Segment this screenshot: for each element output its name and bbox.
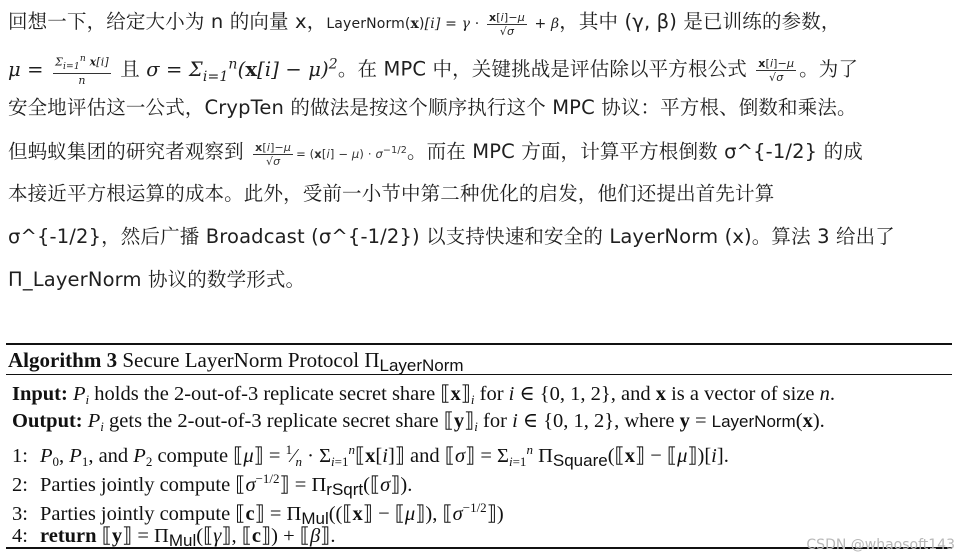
algorithm-step-2: 2: Parties jointly compute $⟦\sigma^{-1/2}⟧$ = $\Pi_{rSqrt}(⟦\sigma⟧)$. (12, 471, 413, 499)
return-keyword: return (40, 525, 97, 547)
paragraph-line-2: μ = $\frac{\Sigma_{i=1}^n x[i]}{n}$ 且 $\sigma = \Sigma_{i=1}^n(x[i] - \mu)^2$。在 MPC 中，关键挑战是评估除以平方根公式 $\frac{x[i]-\mu}{√\sigma}$ 。为了 (8, 53, 859, 87)
text-span: 。为了 (799, 57, 859, 81)
reciprocal-sqrt-formula: $\frac{x[i]-\mu}{√\sigma}$ = $(x[i] - \mu) \cdot \sigma^{-1/2}$ (255, 140, 407, 168)
algorithm-title-subscript: LayerNorm (379, 356, 464, 375)
step-number: 3: (12, 503, 28, 525)
csdn-watermark: CSDN @whaosoft143 (806, 537, 955, 553)
division-formula: $\frac{x[i]-\mu}{√\sigma}$ (758, 56, 795, 84)
explanatory-paragraph (8, 0, 958, 301)
layernorm-formula: LayerNorm(x)[i] = γ · $\frac{x[i]-\mu}{√\sigma}$ + β (326, 10, 560, 38)
sigma-formula: $\sigma = \Sigma_{i=1}^n(x[i] - \mu)^2$ (146, 56, 338, 85)
algorithm-box (6, 343, 952, 551)
paragraph-line-7: Π_LayerNorm 协议的数学形式。 (8, 268, 306, 291)
text-span: 但蚂蚁集团的研究者观察到 (8, 139, 244, 163)
text-span: 回想一下，给定大小为 n 的向量 x， (8, 10, 327, 33)
algorithm-step-3: 3: Parties jointly compute ⟦c⟧ = $\Pi_{Mul}((⟦x⟧$ − ⟦μ⟧), $⟦\sigma^{-1/2}⟧$) (12, 500, 504, 528)
mu-formula: μ = $\frac{\Sigma_{i=1}^n x[i]}{n}$ (8, 53, 109, 87)
input-label: Input: (12, 383, 68, 405)
text-span: 。而在 MPC 方面，计算平方根倒数 σ^{-1/2} 的成 (406, 139, 863, 163)
paragraph-line-3: 安全地评估这一公式，CrypTen 的做法是按这个顺序执行这个 MPC 协议：平方根、倒数和乘法。 (8, 96, 857, 119)
algorithm-title-text: Secure LayerNorm Protocol Π (122, 348, 380, 372)
step-number: 2: (12, 474, 28, 496)
algorithm-input: Input: $P_i$ holds the 2-out-of-3 replicate secret share $⟦x⟧_i$ for i ∈ {0, 1, 2}, and x is a vector of size n. (12, 383, 836, 407)
text-span: ，其中 (γ, β) 是已训练的参数， (559, 10, 841, 33)
algorithm-title (6, 345, 952, 374)
paragraph-line-1 (8, 0, 958, 43)
algorithm-step-4: 4: return ⟦y⟧ = $\Pi_{Mul}(⟦\gamma⟧$, ⟦c⟧) + ⟦β⟧. (12, 522, 952, 551)
step-number: 4: (12, 525, 28, 547)
paragraph-line-4 (8, 129, 958, 172)
paragraph-line-5: 本接近平方根运算的成本。此外，受前一小节中第二种优化的启发，他们还提出首先计算 (8, 182, 775, 205)
algorithm-label: Algorithm 3 (8, 348, 118, 372)
text-span: 。在 MPC 中，关键挑战是评估除以平方根公式 (337, 57, 747, 81)
paragraph-line-6: σ^{-1/2}，然后广播 Broadcast (σ^{-1/2}) 以支持快速和安全的 LayerNorm (x)。算法 3 给出了 (8, 225, 895, 248)
algorithm-output: Output: $P_i$ gets the 2-out-of-3 replicate secret share $⟦y⟧_i$ for i ∈ {0, 1, 2}, where y = LayerNorm(x). (12, 410, 825, 434)
step-number: 1: (12, 445, 28, 467)
algorithm-step-1: 1: $P_0$, $P_1$, and $P_2$ compute ⟦μ⟧ = $^1⁄_n$ · $\Sigma_{i=1}^n⟦x[i]⟧$ and ⟦σ⟧ = $\Sigma_{i=1}^n$ $\Pi_{Square}(⟦x⟧$ − ⟦μ⟧)[i]. (12, 442, 729, 470)
algorithm-body (6, 375, 952, 551)
output-label: Output: (12, 410, 83, 432)
